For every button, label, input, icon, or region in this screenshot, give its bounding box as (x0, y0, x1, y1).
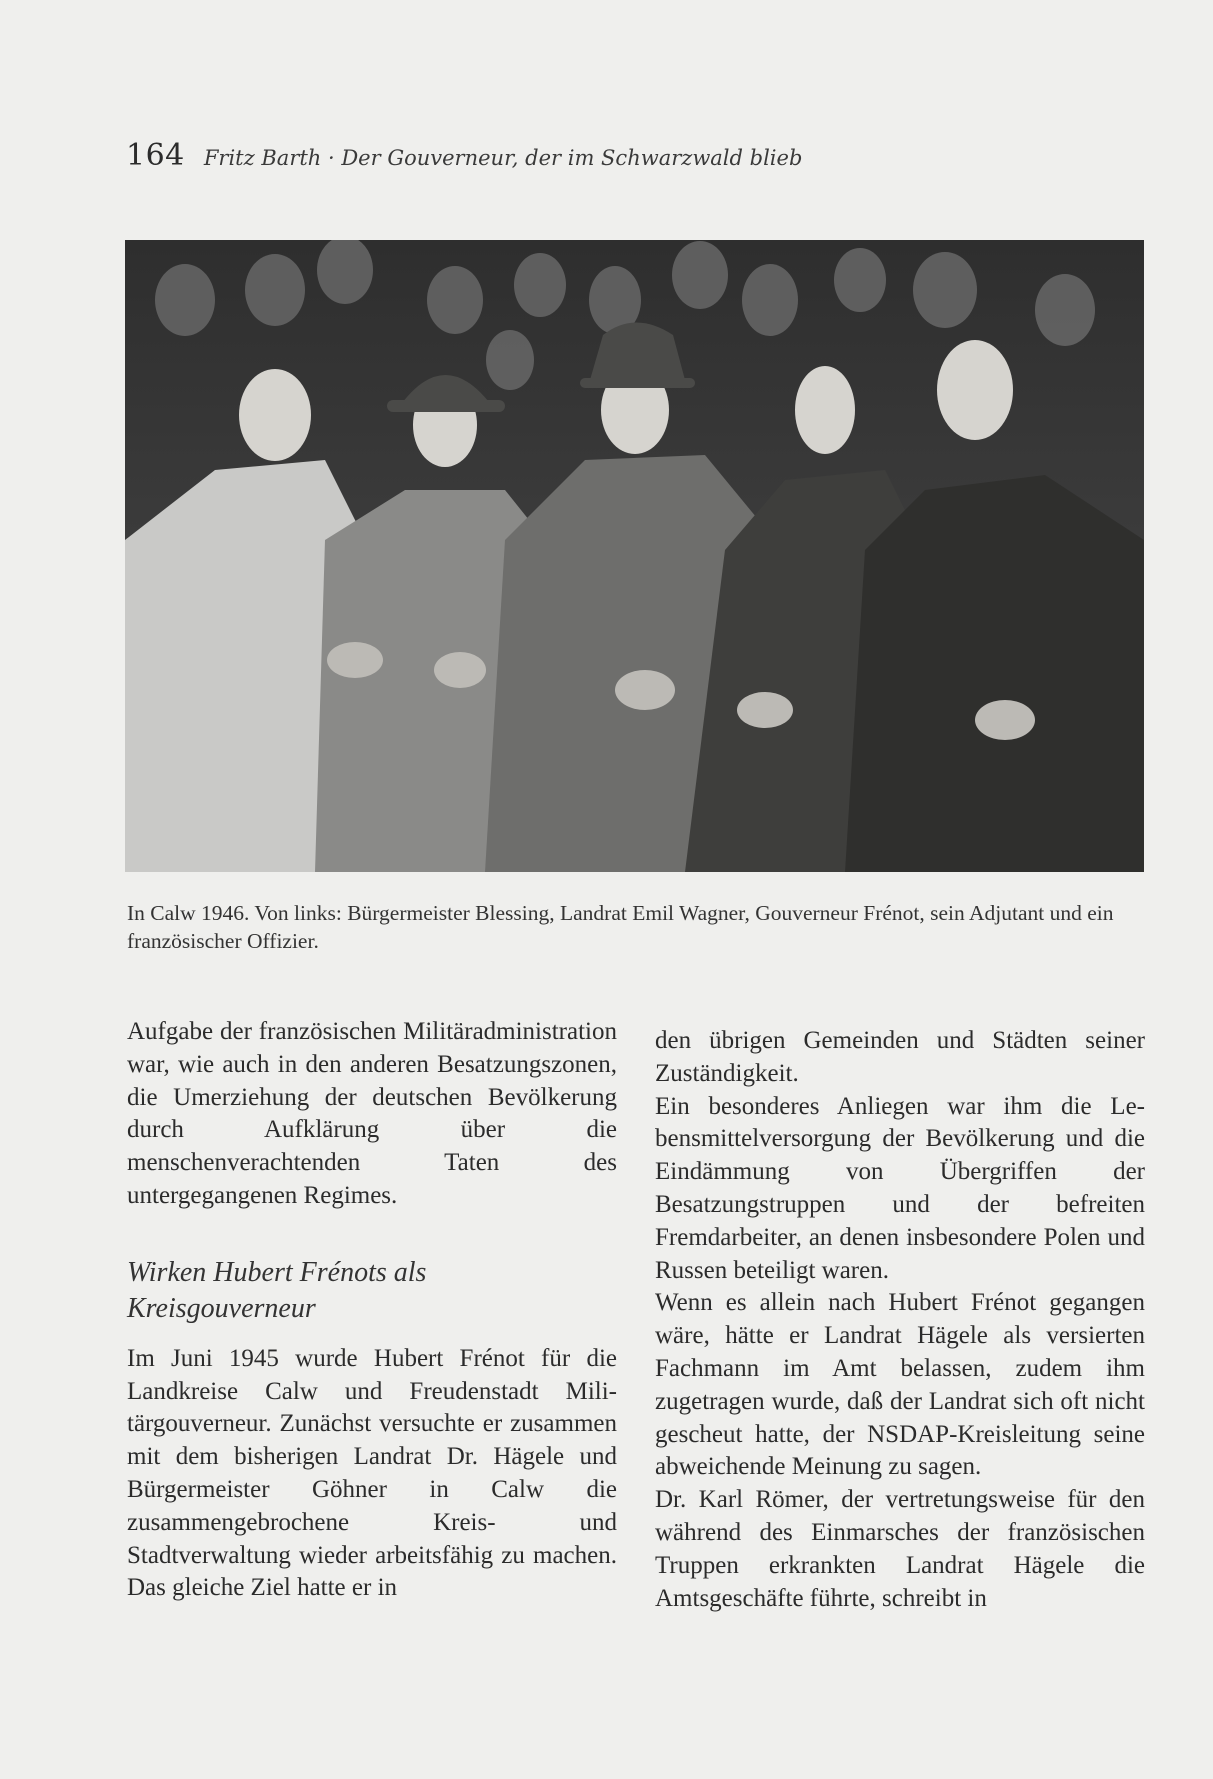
page-number: 164 (126, 138, 185, 173)
page-header (126, 138, 802, 173)
paragraph: Aufgabe der französischen Militäradministration war, wie auch in den anderen Besatzungszonen, die Umerziehung der deutschen Bevölkerung durch Aufklärung über die menschenverachtenden Taten des untergegangenen Regimes. (127, 1018, 617, 1209)
paragraph: Wenn es allein nach Hubert Frénot gegangen wäre, hätte er Landrat Hägele als versierten Fachmann im Amt belassen, zudem ihm zugetragen wurde, daß der Landrat sich oft nicht gescheut hatte, der NSDAP-Kreisleitung seine abweichende Meinung zu sagen. (655, 1289, 1145, 1481)
paragraph: Ein besonderes Anliegen war ihm die Lebensmittelversorgung der Bevölkerung und die Eindämmung von Übergriffen der Besatzungstruppen und der befreiten Fremdarbeiter, an denen insbesondere Polen und Russen beteiligt waren. (655, 1092, 1145, 1284)
running-title: Fritz Barth · Der Gouverneur, der im Schwarzwald blieb (203, 146, 803, 170)
left-column (127, 1016, 617, 1605)
photo-caption: In Calw 1946. Von links: Bürgermeister Blessing, Landrat Emil Wagner, Gouverneur Frénot, sein Adjutant und ein französischer Offizier. (127, 901, 1114, 953)
paragraph: Dr. Karl Römer, der vertretungsweise für den während des Einmarsches der französischen Truppen erkrankten Landrat Hägele die Amtsgeschäfte führte, schreibt in (655, 1486, 1145, 1612)
photo-illustration (125, 240, 1144, 872)
right-column (655, 1025, 1145, 1615)
photograph (125, 240, 1144, 872)
paragraph: Im Juni 1945 wurde Hubert Frénot für die Landkreise Calw und Freudenstadt Militärgouverneur. Zunächst versuchte er zusammen mit dem bisherigen Landrat Dr. Hägele und Bürgermeister Göhner in Calw die zusammengebrochene Kreis- und Stadtverwaltung wieder arbeitsfähig zu machen. Das gleiche Ziel hatte er in (127, 1344, 617, 1602)
section-heading: Wirken Hubert Frénots als Kreisgouverneur (127, 1256, 427, 1324)
paragraph: den übrigen Gemeinden und Städten seiner Zuständigkeit. (655, 1027, 1145, 1087)
seated-men (125, 455, 1144, 872)
